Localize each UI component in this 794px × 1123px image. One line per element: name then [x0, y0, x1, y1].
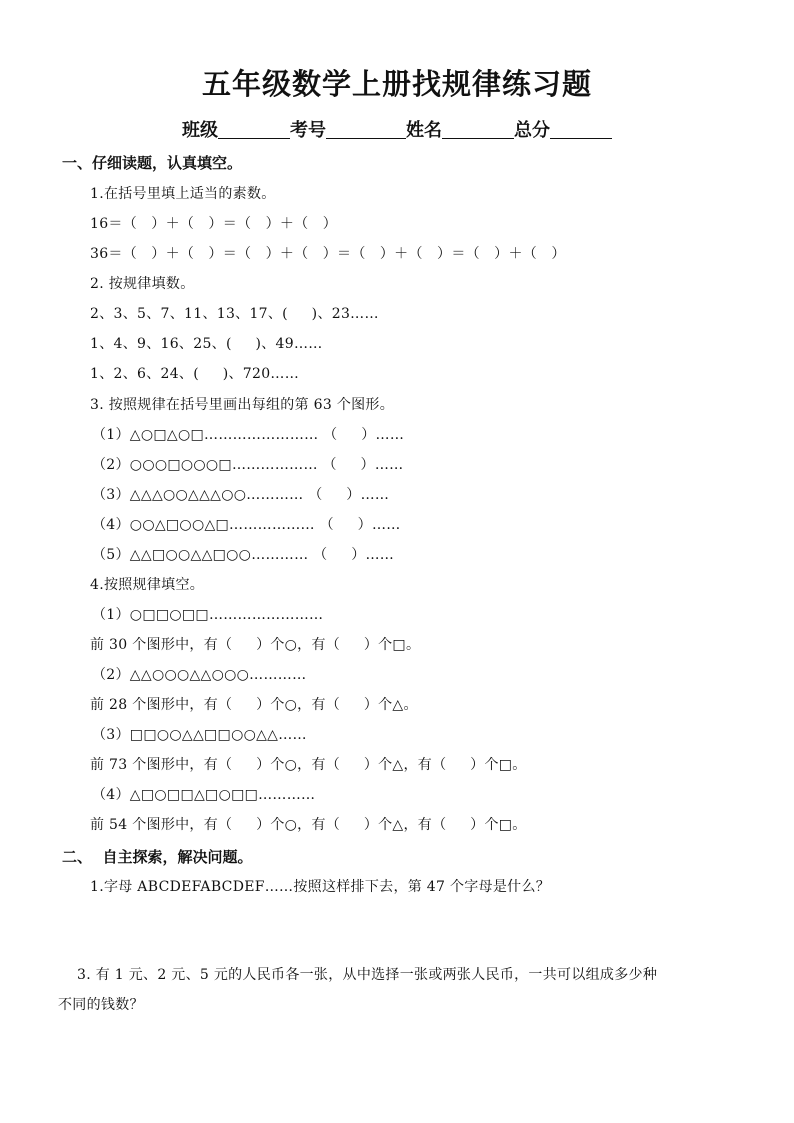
q2-line-1: 2、3、5、7、11、13、17、( )、23…… — [90, 306, 379, 322]
q3-stem: 3. 按照规律在括号里画出每组的第 63 个图形。 — [90, 397, 395, 413]
q2-line-2: 1、4、9、16、25、( )、49…… — [90, 336, 323, 352]
q4-answer-1: 前 30 个图形中，有（ ）个○，有（ ）个□。 — [90, 637, 421, 653]
s2-question-1: 1.字母 ABCDEFABCDEF……按照这样排下去，第 47 个字母是什么？ — [90, 879, 551, 895]
class-label: 班级 — [182, 120, 218, 141]
section1-heading: 一、仔细读题，认真填空。 — [62, 154, 243, 172]
page-title: 五年级数学上册找规律练习题 — [201, 67, 592, 101]
q4-answer-3: 前 73 个图形中，有（ ）个○，有（ ）个△，有（ ）个□。 — [90, 757, 527, 773]
number-label: 考号 — [290, 120, 326, 141]
section2-heading: 二、 自主探索，解决问题。 — [62, 848, 253, 866]
q4-answer-2: 前 28 个图形中，有（ ）个○，有（ ）个△。 — [90, 697, 418, 713]
q3-item-5: （5）△△□○○△△□○○………… （ ）…… — [92, 547, 395, 563]
name-label: 姓名 — [406, 120, 442, 141]
q4-stem: 4.按照规律填空。 — [90, 577, 205, 593]
s2-question-3-line1: 3. 有 1 元、2 元、5 元的人民币各一张，从中选择一张或两张人民币，一共可以组成多少种 — [58, 967, 658, 983]
q1-stem: 1.在括号里填上适当的素数。 — [90, 186, 276, 202]
q4-pattern-2: （2）△△○○○△△○○○………… — [92, 667, 307, 683]
q3-item-2: （2）○○○□○○○□……………… （ ）…… — [92, 457, 404, 473]
s2-question-3-line2: 不同的钱数？ — [58, 997, 144, 1013]
class-blank[interactable] — [218, 120, 290, 139]
q1-line-16: 16＝（ ）＋（ ）＝（ ）＋（ ） — [90, 216, 338, 232]
score-label: 总分 — [514, 120, 550, 141]
q4-pattern-3: （3）□□○○△△□□○○△△…… — [92, 727, 307, 743]
q3-item-4: （4）○○△□○○△□……………… （ ）…… — [92, 517, 401, 533]
q2-line-3: 1、2、6、24、( )、720…… — [90, 366, 300, 382]
q3-item-1: （1）△○□△○□…………………… （ ）…… — [92, 427, 405, 443]
q2-stem: 2. 按规律填数。 — [90, 276, 195, 292]
q4-answer-4: 前 54 个图形中，有（ ）个○，有（ ）个△，有（ ）个□。 — [90, 817, 527, 833]
q4-pattern-1: （1）○□□○□□…………………… — [92, 607, 324, 623]
name-blank[interactable] — [442, 120, 514, 139]
q1-line-36: 36＝（ ）＋（ ）＝（ ）＋（ ）＝（ ）＋（ ）＝（ ）＋（ ） — [90, 246, 566, 262]
q4-pattern-4: （4）△□○□□△□○□□………… — [92, 787, 316, 803]
q3-item-3: （3）△△△○○△△△○○………… （ ）…… — [92, 487, 390, 503]
student-info-line — [0, 116, 794, 142]
number-blank[interactable] — [326, 120, 406, 139]
score-blank[interactable] — [550, 120, 612, 139]
